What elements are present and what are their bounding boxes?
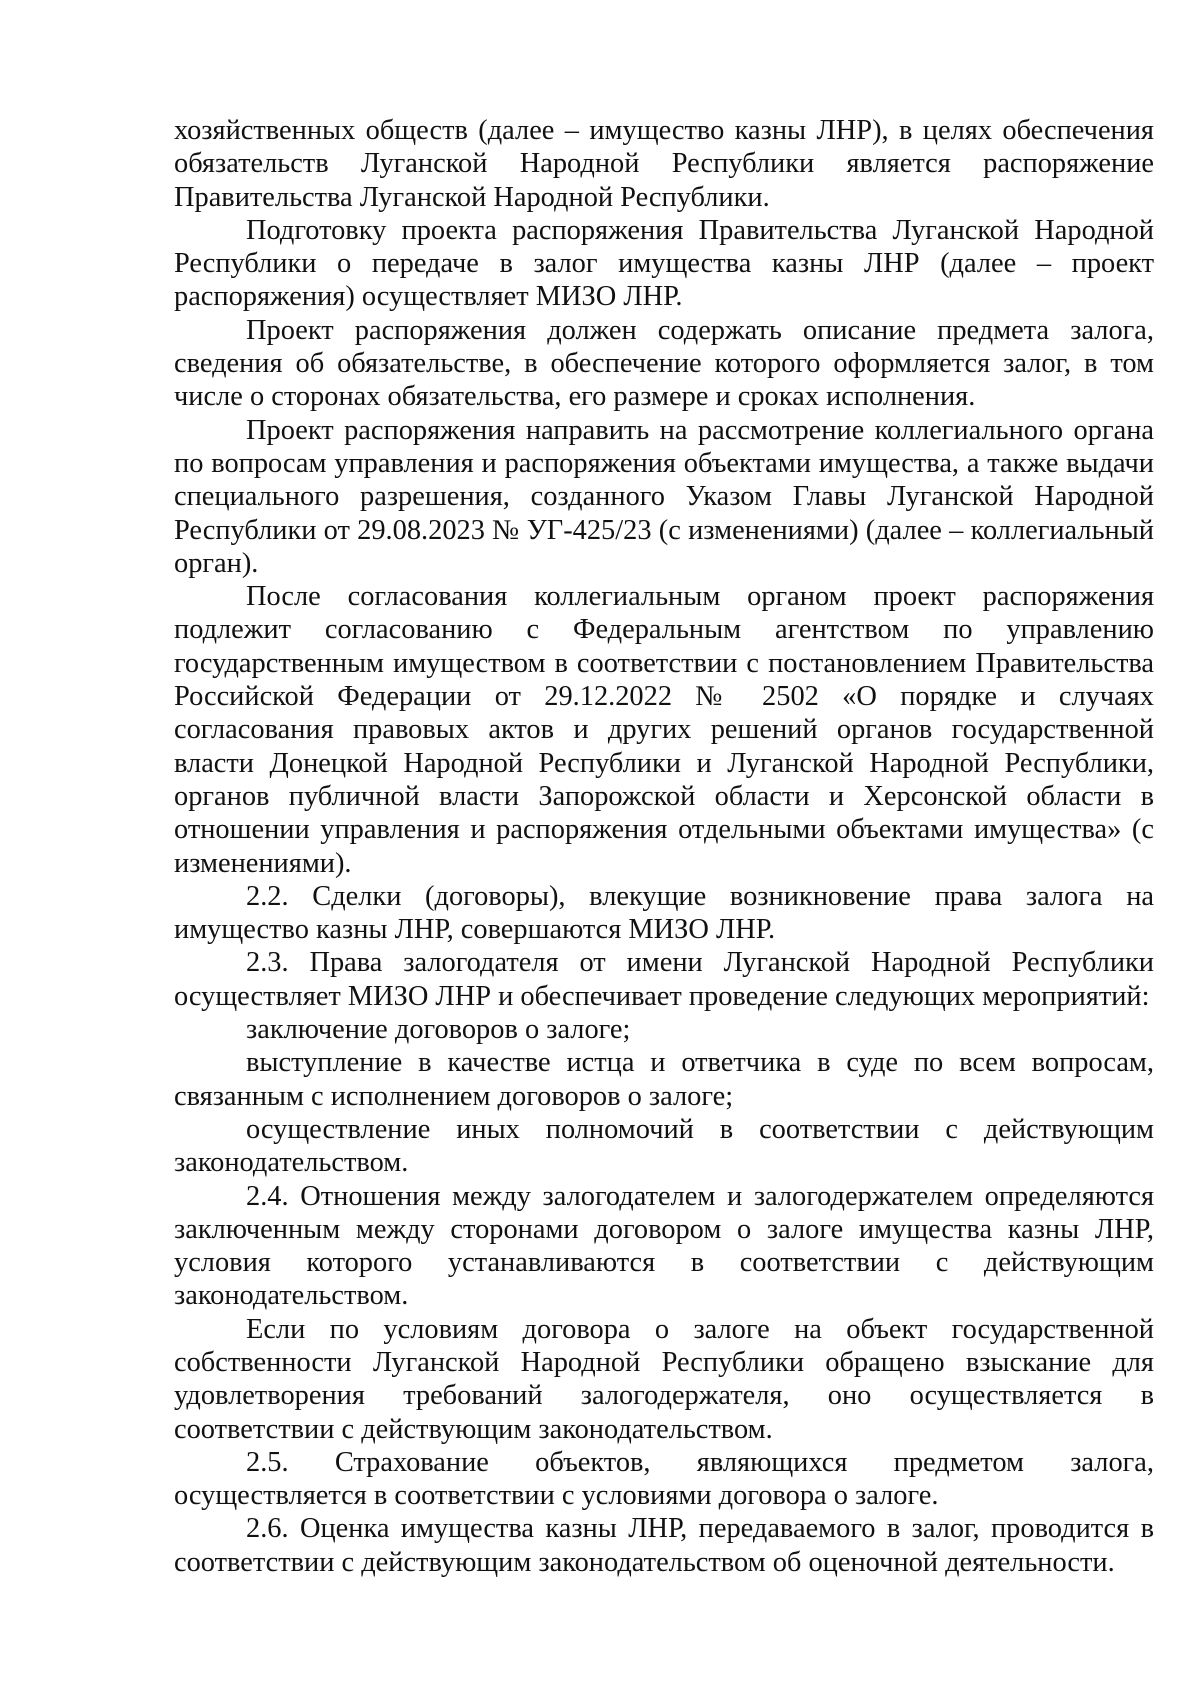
paragraph-foreclosure: Если по условиям договора о залоге на объект государственной собственности Луганской Народной Республики обращено взыскание для удовлетворения требований залогодержателя, оно осуществляется в соответствии с действующим законодательством. <box>174 1313 1154 1445</box>
paragraph-2-2: 2.2. Сделки (договоры), влекущие возникновение права залога на имущество казны ЛНР, совершаются МИЗО ЛНР. <box>174 880 1154 946</box>
paragraph-federal-approval: После согласования коллегиальным органом проект распоряжения подлежит согласованию с Федеральным агентством по управлению государственным имуществом в соответствии с постановлением Правительства Российской Федерации от 29.12.2022 № 2502 «О порядке и случаях согласования правовых актов и других решений органов государственной власти Донецкой Народной Республики и Луганской Народной Республики, органов публичной власти Запорожской области и Херсонской области в отношении управления и распоряжения отдельными объектами имущества» (с изменениями). <box>174 581 1154 879</box>
document-page <box>174 114 1154 1579</box>
paragraph-2-3: 2.3. Права залогодателя от имени Луганской Народной Республики осуществляет МИЗО ЛНР и обеспечивает проведение следующих мероприятий: <box>174 947 1154 1012</box>
paragraph-2-4: 2.4. Отношения между залогодателем и залогодержателем определяются заключенным между сторонами договором о залоге имущества казны ЛНР, условия которого устанавливаются в соответствии с действующим законодательством. <box>174 1180 1154 1312</box>
paragraph-collegial-body: Проект распоряжения направить на рассмотрение коллегиального органа по вопросам управления и распоряжения объектами имущества, а также выдачи специального разрешения, созданного Указом Главы Луганской Народной Республики от 29.08.2023 № УГ-425/23 (с изменениями) (далее – коллегиальный орган). <box>174 414 1154 579</box>
list-item-other-powers: осуществление иных полномочий в соответствии с действующим законодательством. <box>174 1113 1154 1179</box>
paragraph-draft-preparation: Подготовку проекта распоряжения Правительства Луганской Народной Республики о передаче в залог имущества казны ЛНР (далее – проект распоряжения) осуществляет МИЗО ЛНР. <box>174 214 1154 313</box>
list-item-court: выступление в качестве истца и ответчика в суде по всем вопросам, связанным с исполнением договоров о залоге; <box>174 1047 1154 1112</box>
paragraph-2-6: 2.6. Оценка имущества казны ЛНР, передаваемого в залог, проводится в соответствии с действующим законодательством об оценочной деятельности. <box>174 1513 1154 1578</box>
paragraph-draft-content: Проект распоряжения должен содержать описание предмета залога, сведения об обязательстве, в обеспечение которого оформляется залог, в том числе о сторонах обязательства, его размере и сроках исполнения. <box>174 314 1154 413</box>
list-item-contracts: заключение договоров о залоге; <box>246 1014 631 1046</box>
paragraph-continuation: хозяйственных обществ (далее – имущество казны ЛНР), в целях обеспечения обязательств Луганской Народной Республики является распоряжение Правительства Луганской Народной Республики. <box>174 115 1154 213</box>
paragraph-2-5: 2.5. Страхование объектов, являющихся предметом залога, осуществляется в соответствии с условиями договора о залоге. <box>174 1446 1154 1512</box>
